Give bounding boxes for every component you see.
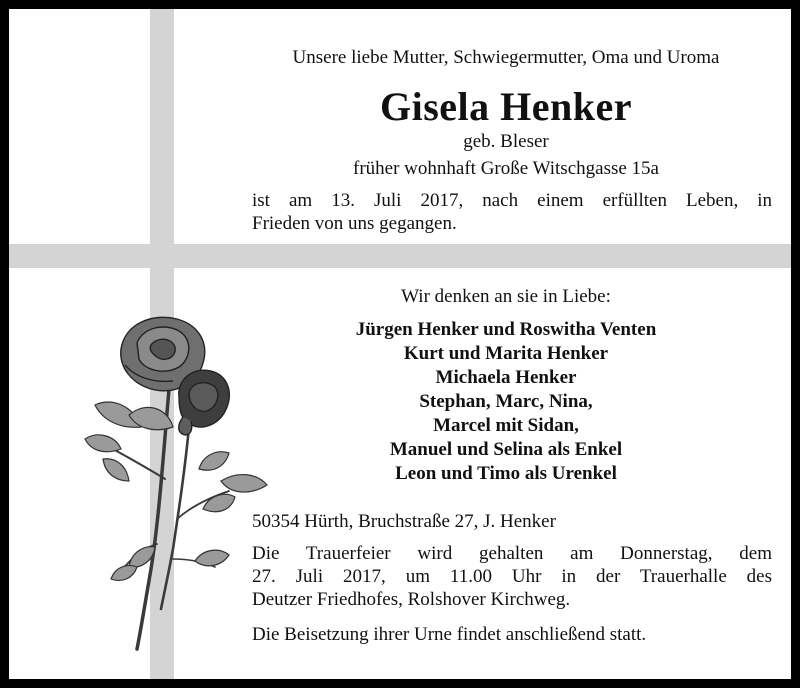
urn-burial-note: Die Beisetzung ihrer Urne findet anschließend statt. [252,624,647,645]
cross-horizontal-bar [9,244,791,268]
mourner-name: Jürgen Henker und Roswitha Venten [355,319,657,340]
remembrance-intro: Wir denken an sie in Liebe: [401,286,611,307]
death-notice-line-2: Frieden von uns gegangen. [252,213,457,234]
funeral-line-1: Die Trauerfeier wird gehalten am Donnerstag, dem [252,543,772,564]
intro-line: Unsere liebe Mutter, Schwiegermutter, Oma und Uroma [292,47,720,68]
funeral-line-3: Deutzer Friedhofes, Rolshover Kirchweg. [252,589,571,610]
mourner-name: Manuel und Selina als Enkel [389,439,623,460]
birth-name: geb. Bleser [463,131,549,152]
mourner-name: Kurt und Marita Henker [403,343,609,364]
funeral-line-2: 27. Juli 2017, um 11.00 Uhr in der Trauerhalle des [252,566,772,587]
death-notice-line-1: ist am 13. Juli 2017, nach einem erfüllten Leben, in [252,190,772,211]
mourner-name: Stephan, Marc, Nina, [419,391,593,412]
deceased-name: Gisela Henker [379,84,633,129]
former-address: früher wohnhaft Große Witschgasse 15a [353,158,659,179]
contact-address: 50354 Hürth, Bruchstraße 27, J. Henker [252,511,556,532]
mourner-name: Leon und Timo als Urenkel [395,463,617,484]
mourner-name: Marcel mit Sidan, [433,415,579,436]
mourner-name: Michaela Henker [435,367,577,388]
rose-icon [81,309,271,654]
